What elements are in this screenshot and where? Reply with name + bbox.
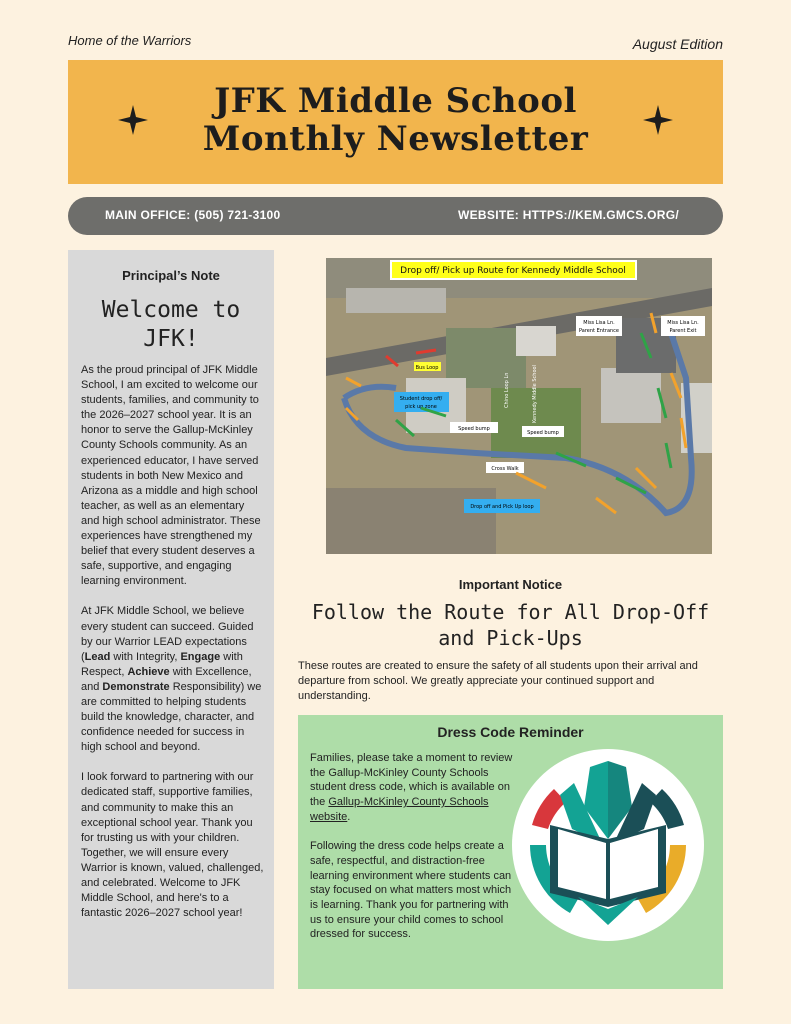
map-label-parent-exit-1: Miss Lisa Ln. <box>667 320 699 326</box>
text-run: with Integrity, <box>110 650 181 663</box>
map-label-dropoff-2: pick up zone <box>405 404 437 410</box>
dress-code-body <box>310 751 515 957</box>
route-map-image <box>326 258 712 554</box>
newsletter-title <box>68 82 723 158</box>
title-banner <box>68 60 723 184</box>
map-label-parent-exit-2: Parent Exit <box>669 328 697 334</box>
website-link[interactable]: WEBSITE: HTTPS://KEM.GMCS.ORG/ <box>458 208 679 222</box>
notice-label: Important Notice <box>458 577 563 592</box>
principal-note-body <box>81 363 265 936</box>
notice-title-line-2: and Pick-Ups <box>438 626 583 650</box>
principal-paragraph-2 <box>81 604 265 755</box>
route-map <box>326 258 712 554</box>
gmcs-website-link[interactable]: Gallup-McKinley County Schools website <box>310 796 489 823</box>
map-label-parent-entrance-2: Parent Entrance <box>579 328 619 334</box>
notice-title-line-1: Follow the Route for All Drop-Off <box>311 600 710 624</box>
text-run: At JFK Middle School, we believe every student can succeed. Guided by our Warrior LEAD expectations ( <box>81 605 254 663</box>
dress-code-box <box>298 715 723 989</box>
principal-note-heading: Principal’s Note <box>122 268 220 283</box>
map-label-cross-walk: Cross Walk <box>491 466 519 472</box>
map-title: Drop off/ Pick up Route for Kennedy Middle School <box>400 266 626 276</box>
text-run: Responsibility) we are committed to helping students build the knowledge, character, and confidence needed for success in high school and beyond. <box>81 680 262 754</box>
map-label-loop: Drop off and Pick Up loop <box>470 504 534 510</box>
four-point-star-icon <box>643 105 673 135</box>
text-run: Families, please take a moment to review the Gallup-McKinley County Schools student dress code, which is available on the <box>310 752 513 809</box>
dress-code-paragraph-2: Following the dress code helps create a safe, respectful, and distraction-free learning environment where students can stay focused on what matters most which is learning. Thank you for partnering with us to ensure your child comes to school dressed for success. <box>310 840 512 941</box>
notice-title <box>298 599 723 651</box>
dress-code-heading: Dress Code Reminder <box>437 724 584 740</box>
welcome-line-1: Welcome to <box>101 297 241 323</box>
text-run: with Respect, <box>81 650 243 678</box>
achieve-word: Achieve <box>127 665 170 678</box>
book-logo-icon <box>510 747 706 943</box>
text-run: with Excellence, and <box>81 665 252 693</box>
map-label-speed-bump-2: Speed bump <box>527 430 559 436</box>
principal-paragraph-1: As the proud principal of JFK Middle School, I am excited to welcome our students, families, and community to the 2026–2027 school year. It is an honor to serve the Gallup-McKinley County Schools community. As an experienced educator, I have served students in both New Mexico and Arizona as a middle and high school teacher, as well as an elementary and high school administrator. These experiences have strengthened my belief that every student deserves a safe, supportive, and engaging learning environment. <box>81 364 261 588</box>
notice-body: These routes are created to ensure the safety of all students upon their arrival and departure from school. We greatly appreciate your continued support and understanding. <box>298 660 698 702</box>
title-line-2: Monthly Newsletter <box>202 119 589 159</box>
welcome-line-2: JFK! <box>143 326 199 352</box>
edition-label: August Edition <box>632 36 723 52</box>
demonstrate-word: Demonstrate <box>102 680 170 693</box>
map-label-dropoff-1: Student drop off/ <box>399 396 443 402</box>
dress-code-paragraph-1 <box>310 751 515 825</box>
title-line-1: JFK Middle School <box>214 81 577 121</box>
welcome-heading <box>68 296 274 354</box>
map-label-road-1: Chino Loop Ln <box>504 372 510 408</box>
text-run: . <box>347 810 351 823</box>
lead-word: Lead <box>84 650 111 663</box>
map-label-speed-bump-1: Speed bump <box>458 426 490 432</box>
main-office-phone: MAIN OFFICE: (505) 721-3100 <box>105 208 281 222</box>
engage-word: Engage <box>180 650 221 663</box>
principal-note <box>68 250 274 989</box>
tagline: Home of the Warriors <box>68 33 192 48</box>
contact-bar <box>68 197 723 235</box>
map-label-bus-loop: Bus Loop <box>415 365 439 371</box>
map-label-road-2: Kennedy Middle School <box>532 365 538 423</box>
principal-paragraph-3: I look forward to partnering with our dedicated staff, supportive families, and community to make this an exceptional school year. Thank you for trusting us with your children. Together, we will ensure every Warrior is known, valued, challenged, and celebrated. Welcome to JFK Middle School, and here's to a fantastic 2026–2027 school year! <box>81 771 264 920</box>
map-label-parent-entrance-1: Miss Lisa Ln. <box>583 320 615 326</box>
